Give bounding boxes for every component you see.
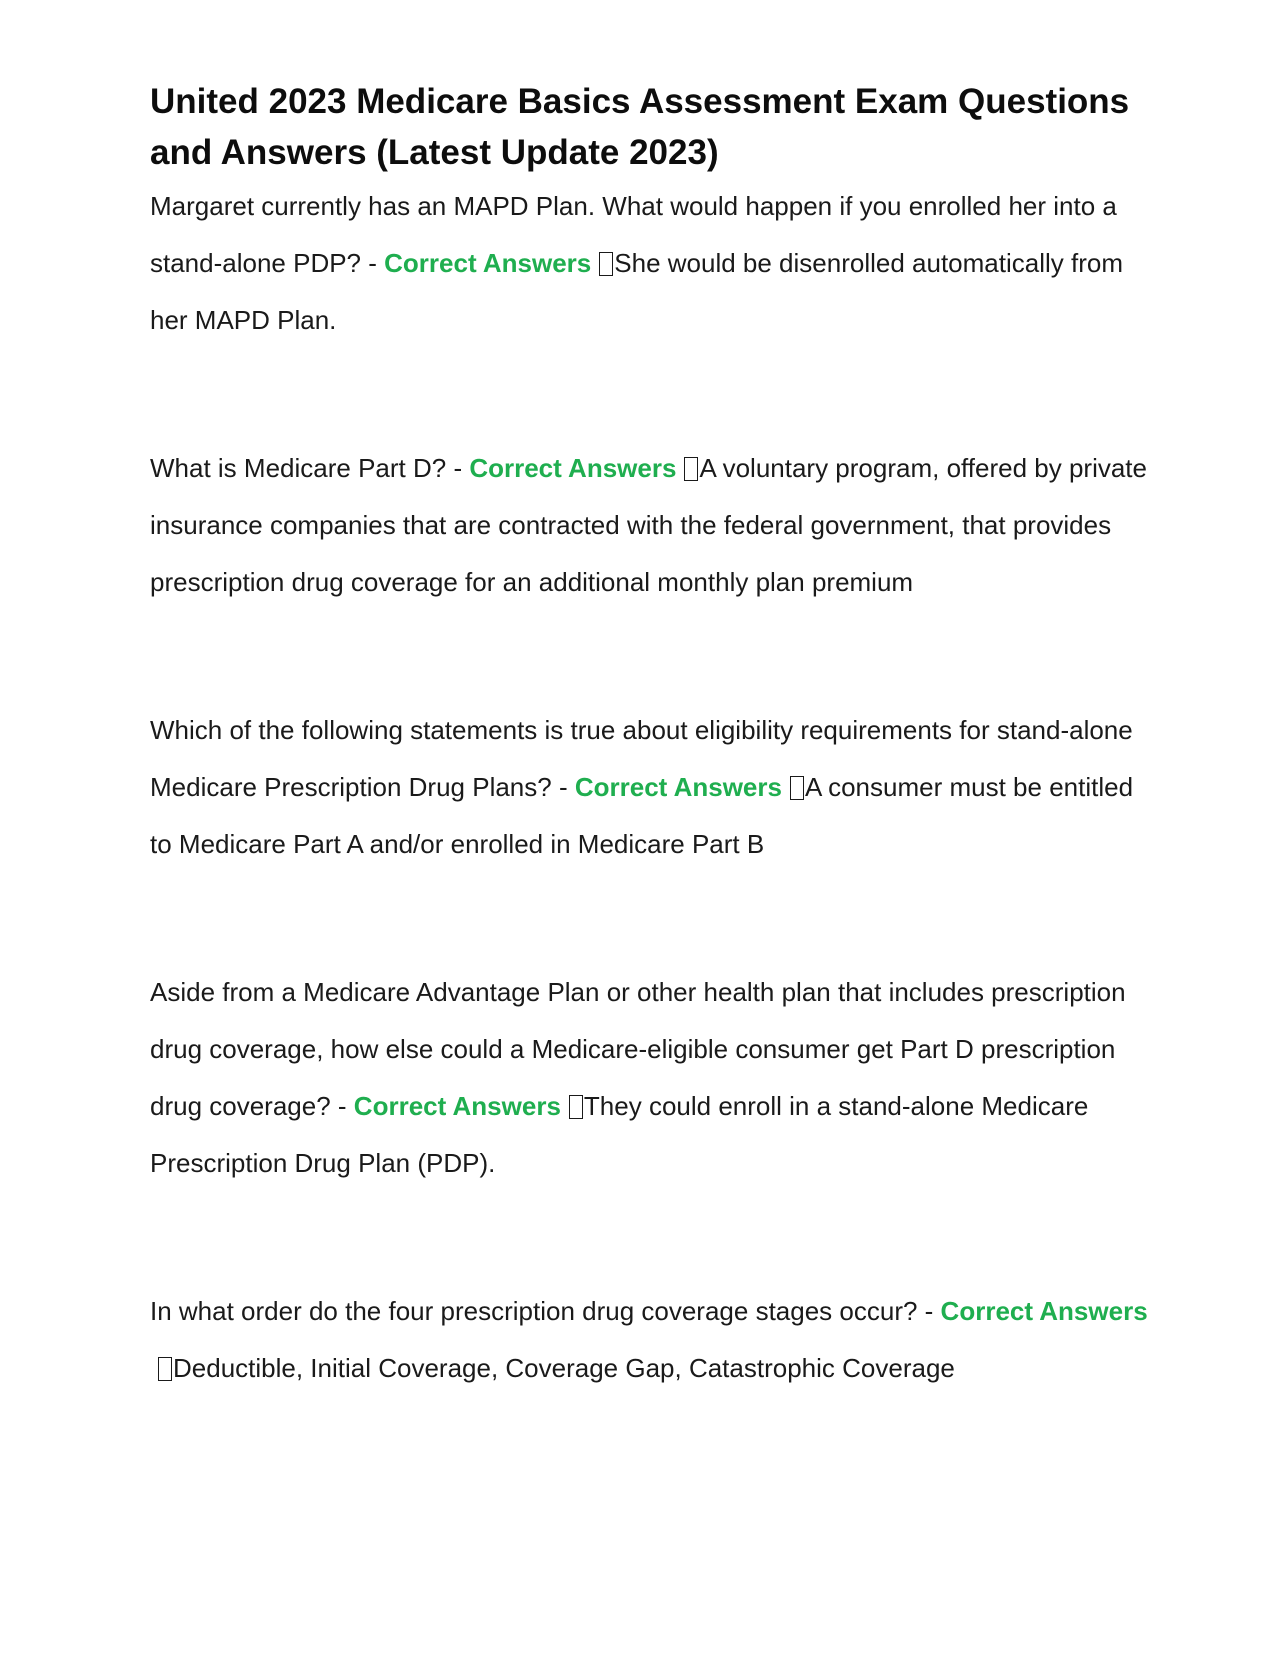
question-text: What is Medicare Part D? [150,453,447,483]
missing-glyph-icon [569,1095,583,1119]
question-text: In what order do the four prescription drug coverage stages occur? [150,1296,918,1326]
answer-text: She would be disenrolled automatically from her MAPD Plan. [150,248,1123,335]
answer-text: A voluntary program, offered by private insurance companies that are contracted with the federal government, that provides prescription drug coverage for an additional monthly plan premium [150,453,1147,597]
answer-text: They could enroll in a stand-alone Medicare Prescription Drug Plan (PDP). [150,1091,1089,1178]
missing-glyph-icon [684,457,698,481]
correct-answers-label: Correct Answers [574,772,782,802]
qa-item [150,178,1150,349]
qa-item [150,1283,1150,1397]
missing-glyph-icon [158,1357,172,1381]
correct-answers-label: Correct Answers [353,1091,561,1121]
question-text: Which of the following statements is true about eligibility requirements for stand-alone Medicare Prescription Drug Plans? [150,715,1133,802]
separator: - [330,1091,354,1121]
missing-glyph-icon [599,252,613,276]
document-page [150,76,1150,1397]
missing-glyph-icon [790,776,804,800]
answer-text: A consumer must be entitled to Medicare Part A and/or enrolled in Medicare Part B [150,772,1134,859]
correct-answers-label: Correct Answers [384,248,592,278]
qa-item [150,964,1150,1192]
answer-text: Deductible, Initial Coverage, Coverage Gap, Catastrophic Coverage [173,1353,955,1383]
separator: - [917,1296,941,1326]
separator: - [446,453,470,483]
correct-answers-label: Correct Answers [469,453,677,483]
qa-item [150,440,1150,611]
correct-answers-label: Correct Answers [940,1296,1148,1326]
separator: - [361,248,385,278]
qa-item [150,702,1150,873]
question-text: Margaret currently has an MAPD Plan. What would happen if you enrolled her into a stand-alone PDP? [150,191,1117,278]
separator: - [551,772,575,802]
question-text: Aside from a Medicare Advantage Plan or other health plan that includes prescription drug coverage, how else could a Medicare-eligible consumer get Part D prescription drug coverage? [150,977,1126,1121]
document-title: United 2023 Medicare Basics Assessment Exam Questions and Answers (Latest Update 2023) [150,82,1130,172]
